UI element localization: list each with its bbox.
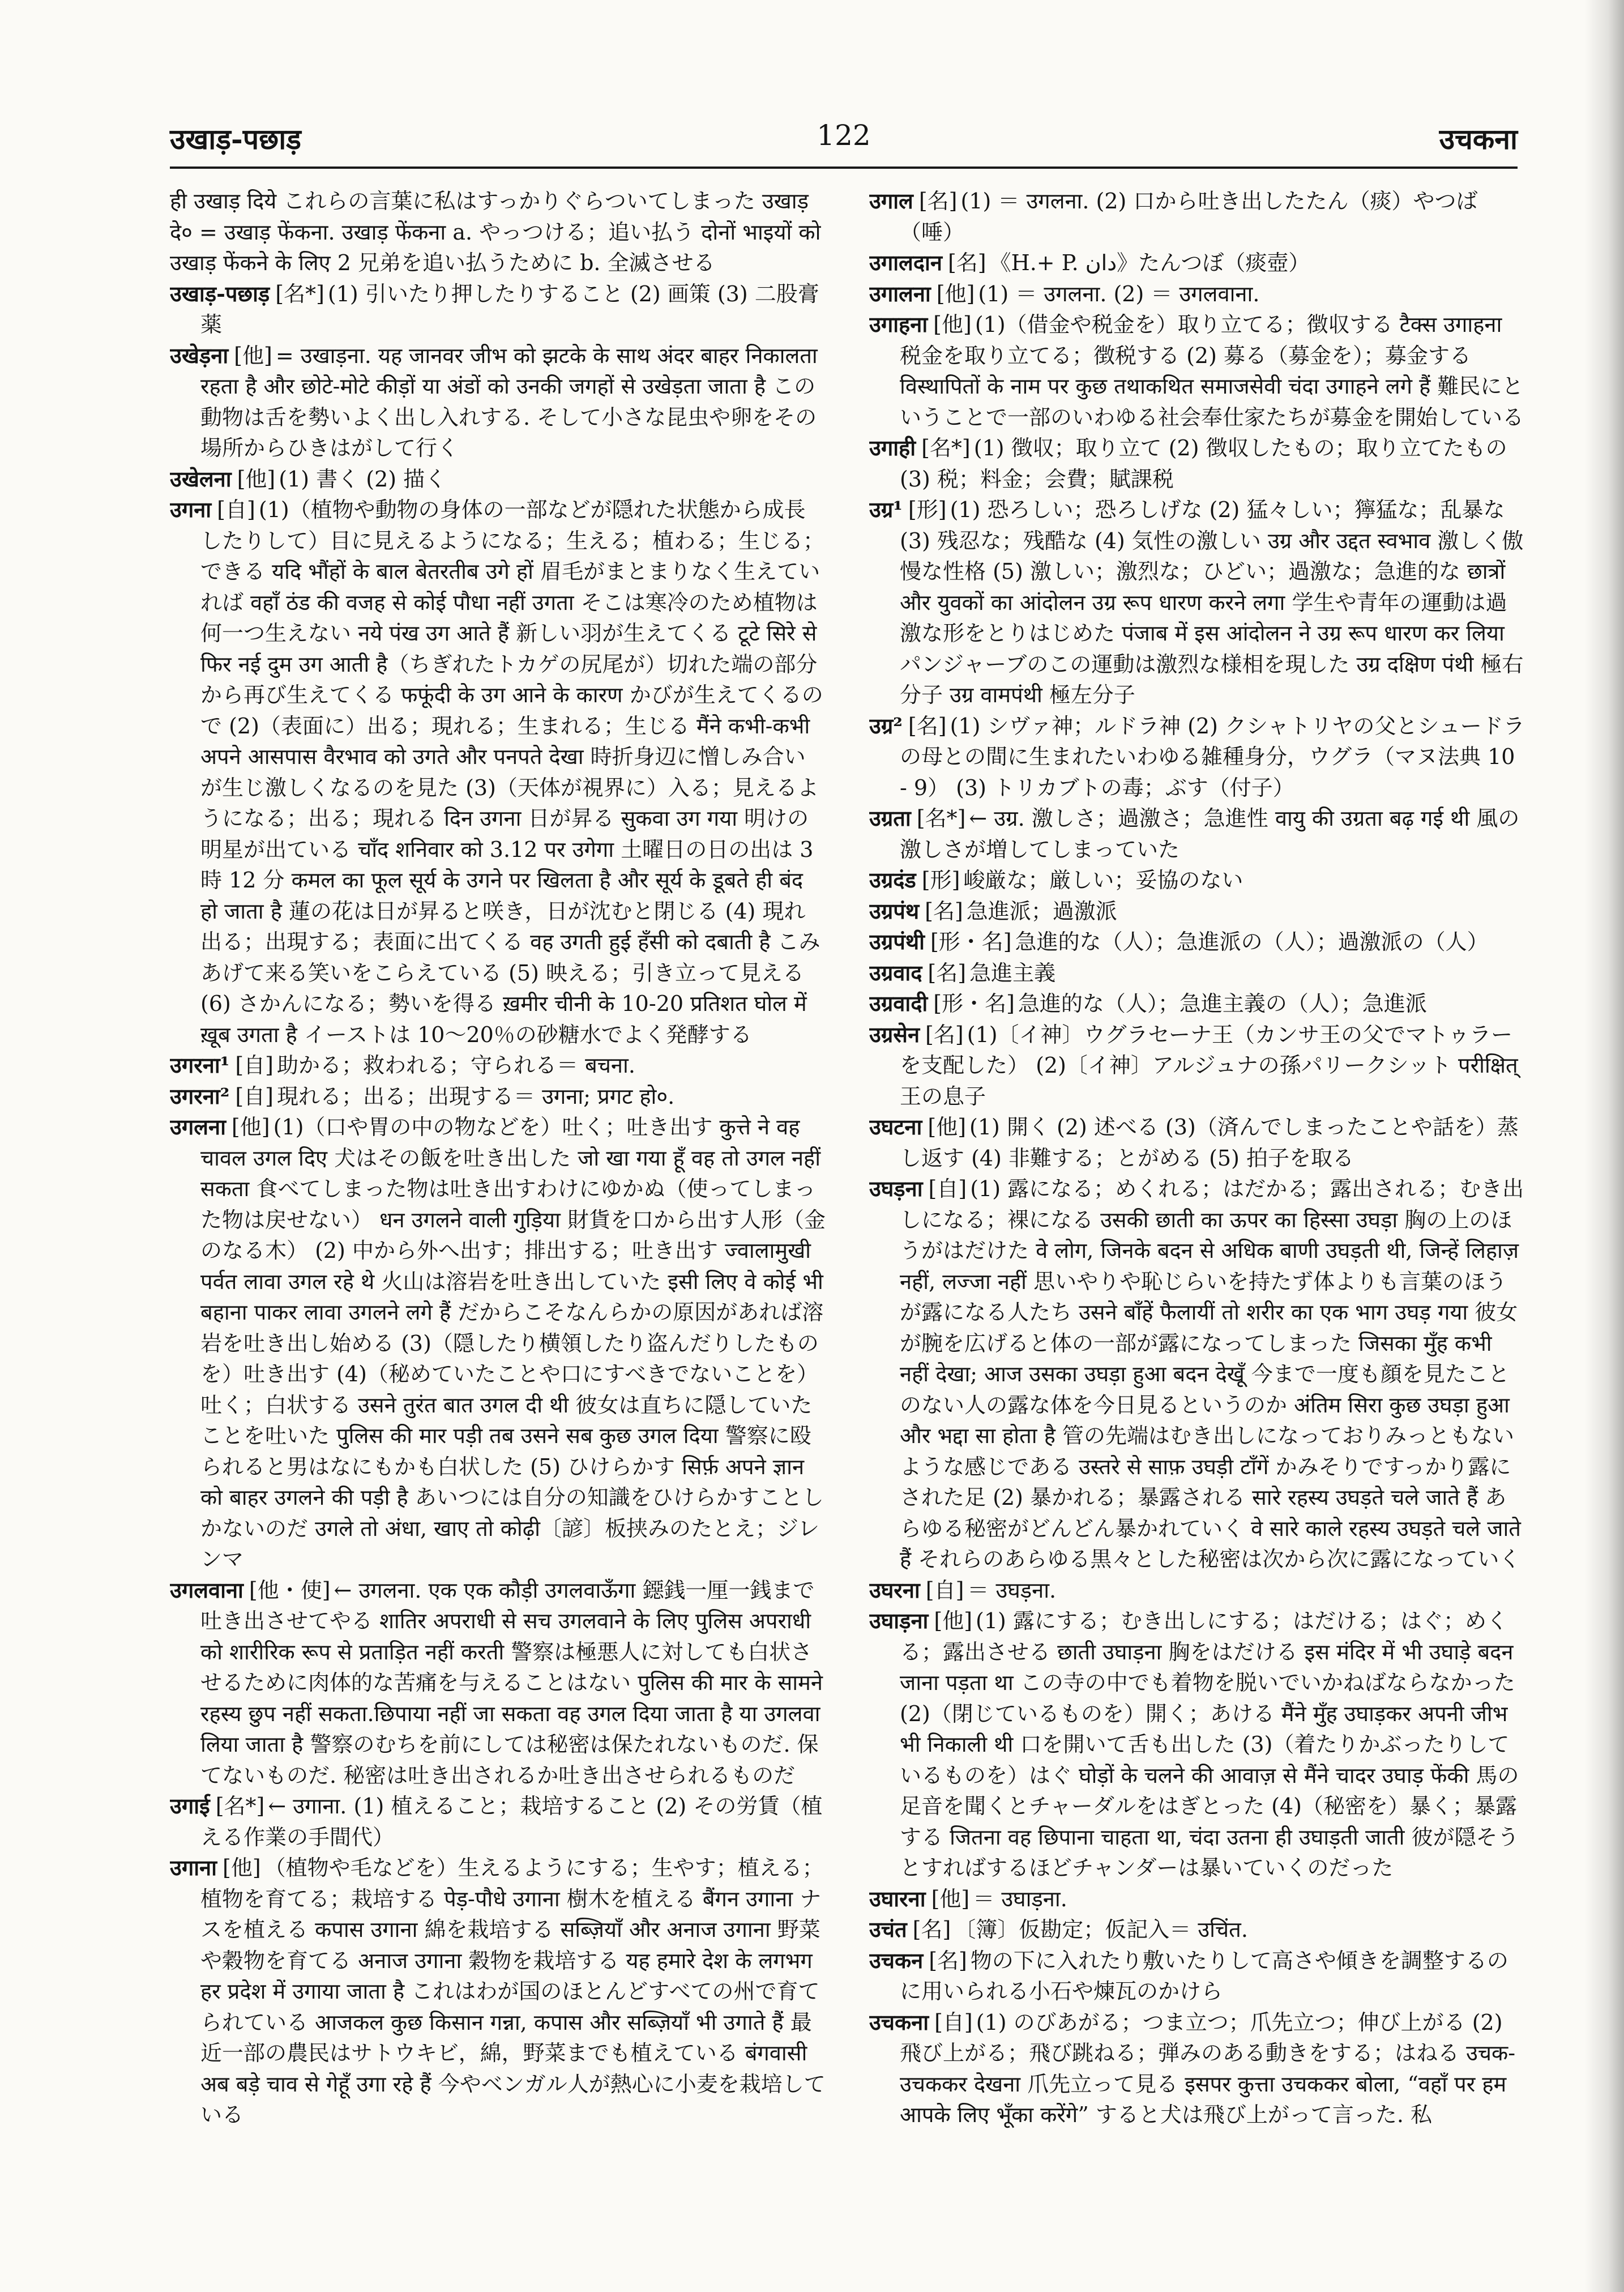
definition: 急進派；過激派 [966,898,1117,924]
headword: उग्रपंथी [869,929,925,954]
part-of-speech: [他] [936,281,975,306]
part-of-speech: [他] [234,343,272,368]
headword: उग्र² [869,712,903,739]
part-of-speech: [自] [235,1053,273,1078]
dictionary-entry [869,1945,1526,2007]
definition: (1) 書く (2) 描く [279,466,447,492]
dictionary-entry [170,1575,827,1791]
part-of-speech: [他] [223,1855,261,1880]
part-of-speech: [名] [912,1917,951,1942]
dictionary-entry [869,711,1526,804]
definition: (1)（借金や税金を）取り立てる；徴収する टैक्स उगाहना 税金を取り立てる；徴税する (2) 募る（募金を）；募金する विस्थापितों के नाम पर कुछ तथाकथित समाजसेवी चंदा उगाहने लगे हैं 難民にということで一部のいわゆる社会奉仕家たちが募金を開始している [900,312,1524,430]
part-of-speech: [他] [928,1115,967,1139]
headword: उगलना [170,1114,226,1139]
left-guide-word: उखाड़-पछाड़ [170,122,301,156]
headword: उघाड़ना [869,1608,929,1633]
dictionary-entry [869,433,1526,494]
definition: (1) のびあがる；つま立つ；爪先立つ；伸び上がる (2) 飛び上がる；飛び跳ねる；弾みのある動きをする；はねる उचक-उचककर देखना 爪先立って見る इसपर कुत्ता उचककर बोला, “वहाँ पर हम आपके लिए भूँका करेंगे” すると犬は飛び上がって言った. 私 [900,2009,1516,2127]
headword: उगाना [170,1855,217,1880]
dictionary-entry [869,1606,1526,1884]
definition: 物の下に入れたり敷いたりして高さや傾きを調整するのに用いられる小石や煉瓦のかけら [900,1948,1508,2004]
headword: उचकना [869,2009,929,2035]
dictionary-entry [869,1914,1526,1945]
headword: उगाल [869,188,913,214]
headword: उगरना² [170,1083,230,1109]
part-of-speech: [他] [237,466,276,492]
dictionary-entry [869,896,1526,927]
part-of-speech: [名] [928,960,967,985]
definition: (1) 開く (2) 述べる (3)（済んでしまったことや話を）蒸し返す (4) 非難する；とがめる (5) 拍子を取る [900,1115,1519,1171]
part-of-speech: [形・名] [933,991,1015,1016]
part-of-speech: [自] [235,1083,273,1109]
dictionary-entry [869,1575,1526,1606]
part-of-speech: [名] [929,1948,967,1973]
dictionary-entry [869,186,1526,247]
headword: उखेलना [170,466,232,492]
part-of-speech: [名*] [215,1794,265,1819]
headword: उचंत [869,1917,907,1942]
definition: (1) 引いたり押したりすること (2) 画策 (3) 二股膏薬 [200,281,819,337]
dictionary-entry [869,279,1526,310]
definition: = उखाड़ना. यह जानवर जीभ को झटके के साथ अंदर बाहर निकालता रहता है और छोटे-मोटे कीड़ों या अंडों को उनकी जगहों से उखेड़ता जाता है この動物は舌を勢いよく出し入れする. そして小さな昆虫や卵をその場所からひきはがして行く [200,343,818,460]
part-of-speech: [名] [947,250,986,275]
headword: उघटना [869,1114,922,1139]
part-of-speech: [形・名] [930,929,1012,954]
dictionary-entry [170,1050,827,1081]
part-of-speech: [形] [921,868,960,893]
definition: （植物や毛などを）生えるようにする；生やす；植える；植物を育てる；栽培する पेड़-पौधे उगाना 樹木を植える बैंगन उगाना ナスを植える कपास उगाना 綿を栽培する सब्ज़ियाँ और अनाज उगाना 野菜や穀物を育てる अनाज उगाना 穀物を栽培する यह हमारे देश के लगभग हर प्रदेश में उगाया जाता है これはわが国のほとんどすべての州で育てられている आजकल कुछ किसान गन्ना, कपास और सब्ज़ियाँ भी उगाते हैं 最近一部の農民はサトウキビ，綿，野菜までも植えている बंगवासी अब बड़े चाव से गेहूँ उगा रहे हैं 今やベンガル人が熱心に小麦を栽培している [200,1855,826,2127]
headword: उग्रवादी [869,991,928,1016]
part-of-speech: [他] [931,1886,970,1911]
headword: उगना [170,497,212,522]
part-of-speech: [他・使] [249,1577,331,1603]
headword: उखेड़ना [170,342,229,368]
definition: (1) 徴収；取り立て (2) 徴収したもの；取り立てたもの (3) 税；料金；会費；賦課税 [900,436,1507,492]
dictionary-entry [170,1081,827,1112]
definition: 助かる；救われる；守られる＝ बचना. [277,1053,635,1078]
part-of-speech: [自] [934,2009,973,2035]
definition: (1) シヴァ神；ルドラ神 (2) クシャトリヤの父とシュードラの母との間に生まれたいわゆる雑種身分，ウグラ（マヌ法典 10 - 9） (3) トリカブトの毒；ぶす（付子） [900,713,1525,800]
definition: ही उखाड़ दिये これらの言葉に私はすっかりぐらついてしまった उखाड़ दे० = उखाड़ फेंकना. उखाड़ फेंकना a. やっつける；追い払う दोनों भाइयों को उखाड़ फेंकने के लिए 2 兄弟を追い払うために b. 全滅させる [170,189,821,275]
part-of-speech: [自] [925,1577,964,1603]
dictionary-entry [869,865,1526,896]
dictionary-entry [869,803,1526,865]
dictionary-entry [869,247,1526,279]
definition: 急進主義 [969,960,1056,985]
definition: 〔簿〕仮勘定；仮記入＝ उचिंत. [954,1917,1248,1942]
headword: उग्रवाद [869,959,922,985]
definition: (1) 露になる；めくれる；はだかる；露出される；むき出しになる；裸になる उसकी छाती का ऊपर का हिस्सा उघड़ा 胸の上のほうがはだけた वे लोग, जिनके बदन से अधिक बाणी उघड़ती थी, जिन्हें लिहाज़ नहीं, लज्जा नहीं 思いやりや恥じらいを持たず体よりも言葉のほうが露になる人たち उसने बाँहें फैलायीं तो शरीर का एक भाग उघड़ गया 彼女が腕を広げると体の一部が露になってしまった जिसका मुँह कभी नहीं देखा; आज उसका उघड़ा हुआ बदन देखूँ 今まで一度も顔を見たことのない人の露な体を今日見るというのか अंतिम सिरा कुछ उघड़ा हुआ और भद्दा सा होता है 管の先端はむき出しになっておりみっともないような感じである उस्तरे से साफ़ उघड़ी टाँगें かみそりですっかり露にされた足 (2) 暴かれる；暴露される सारे रहस्य उघड़ते चले जाते हैं あらゆる秘密がどんどん暴かれていく वे सारे काले रहस्य उघड़ते चले जाते हैं それらのあらゆる黒々とした秘密は次から次に露になっていく [900,1176,1524,1572]
right-column [869,186,1526,2253]
definition: 《H.+ P. دان》たんつぼ（痰壺） [989,250,1310,275]
definition: 急進的な（人）；急進派の（人）；過激派の（人） [1015,929,1489,954]
part-of-speech: [自] [217,497,255,522]
dictionary-entry [869,1173,1526,1575]
page-binding-shadow [1584,0,1624,2292]
part-of-speech: [名] [918,189,958,214]
definition: ← उगाना. (1) 植えること；栽培すること (2) その労賃（植える作業の手間代） [200,1794,823,1850]
running-head [170,119,1518,170]
dictionary-entry [170,279,827,340]
header-rule [170,167,1518,169]
dictionary-entry [869,958,1526,989]
headword: उघारना [869,1885,926,1911]
part-of-speech: [名] [908,713,947,739]
part-of-speech: [他] [934,1608,973,1633]
definition: 現れる；出る；出現する＝ उगना; प्रगट हो०. [277,1083,675,1109]
dictionary-entry [869,1019,1526,1112]
headword: उघरना [869,1577,920,1603]
part-of-speech: [他] [231,1115,270,1139]
headword: उगाही [869,435,916,460]
dictionary-entry [170,340,827,464]
headword: उग्रदंड [869,867,916,893]
definition: (1) ＝ उगलना. (2) ＝ उगलवाना. [978,281,1260,306]
part-of-speech: [名*] [921,436,971,460]
dictionary-entry [869,2007,1526,2131]
dictionary-entry [170,464,827,495]
dictionary-entry [170,1853,827,2131]
headword: उगलवाना [170,1577,243,1603]
definition: ← उगलना. एक एक कौड़ी उगलवाऊँगा 鐚銭一厘一銭まで吐き出させてやる शातिर अपराधी से सच उगलवाने के लिए पुलिस अपराधी को शारीरिक रूप से प्रताड़ित नहीं करती 警察は極悪人に対しても白状させるために肉体的な苦痛を与えることはない पुलिस की मार के सामने रहस्य छुप नहीं सकता.छिपाया नहीं जा सकता वह उगल दिया जाता है या उगलवा लिया जाता है 警察のむちを前にしては秘密は保たれないものだ. 保てないものだ. 秘密は吐き出されるか吐き出させられるものだ [200,1577,823,1788]
headword: उग्रसेन [869,1021,920,1047]
dictionary-entry [170,1791,827,1853]
definition: ＝ उघड़ना. [967,1577,1057,1603]
dictionary-entry [869,927,1526,958]
definition: (1) 露にする；むき出しにする；はだける；はぐ；めくる；露出させる छाती उघाड़ना 胸をはだける इस मंदिर में भी उघाड़े बदन जाना पड़ता था この寺の中でも着物を脱いでいかねばならなかった (2)（閉じているものを）開く；あける मैंने मुँह उघाड़कर अपनी जीभ भी निकाली थी 口を開いて舌も出した (3)（着たりかぶったりしているものを）はぐ घोड़ों के चलने की आवाज़ से मैंने चादर उघाड़ फेंकी 馬の足音を聞くとチャーダルをはぎとった (4)（秘密を）暴く；暴露する जितना वह छिपाना चाहता था, चंदा उतना ही उघाड़ती जाती 彼が隠そうとすればするほどチャンダーは暴いていくのだった [900,1608,1519,1880]
definition: (1)（植物や動物の身体の一部などが隠れた状態から成長したりして）目に見えるようになる；生える；植わる；生じる；できる यदि भौंहों के बाल बेतरतीब उगे हों 眉毛がまとまりなく生えていれば वहाँ ठंड की वजह से कोई पौधा नहीं उगता そこは寒冷のため植物は何一つ生えない नये पंख उग आते हैं 新しい羽が生えてくる टूटे सिरे से फिर नई दुम उग आती है（ちぎれたトカゲの尻尾が）切れた端の部分から再び生えてくる फफूंदी के उग आने के कारण かびが生えてくるので (2)（表面に）出る；現れる；生まれる；生じる मैंने कभी-कभी अपने आसपास वैरभाव को उगते और पनपते देखा 時折身辺に憎しみ合いが生じ激しくなるのを見た (3)（天体が視界に）入る；見えるようになる；出る；現れる दिन उगना 日が昇る सुकवा उग गया 明けの明星が出ている चाँद शनिवार को 3.12 पर उगेगा 土曜日の日の出は 3 時 12 分 कमल का फूल सूर्य के उगने पर खिलता है और सूर्य के डूबते ही बंद हो जाता है 蓮の花は日が昇ると咲き，日が沈むと閉じる (4) 現れ出る；出現する；表面に出てくる वह उगती हुई हँसी को दबाती है こみあげて来る笑いをこらえている (5) 映える；引き立って見える (6) さかんになる；勢いを得る ख़मीर चीनी के 10-20 प्रतिशत घोल में ख़ूब उगता है イーストは 10〜20％の砂糖水でよく発酵する [200,497,825,1047]
headword: उगरना¹ [170,1052,230,1078]
dictionary-entry [869,1884,1526,1915]
definition: (1)（口や胃の中の物などを）吐く；吐き出す कुत्ते ने वह चावल उगल दिए 犬はその飯を吐き出した जो खा गया हूँ वह तो उगल नहीं सकता 食べてしまった物は吐き出すわけにゆかぬ（使ってしまった物は戻せない） धन उगलने वाली गुड़िया 財貨を口から出す人形（金のなる木） (2) 中から外へ出す；排出する；吐き出す ज्वालामुखी पर्वत लावा उगल रहे थे 火山は溶岩を吐き出していた इसी लिए वे कोई भी बहाना पाकर लावा उगलने लगे हैं だからこそなんらかの原因があれば溶岩を吐き出し始める (3)（隠したり横領したり盗んだりしたものを）吐き出す (4)（秘めていたことや口にすべきでないことを）吐く；白状する उसने तुरंत बात उगल दी थी 彼女は直ちに隠していたことを吐いた पुलिस की मार पड़ी तब उसने सब कुछ उगल दिया 警察に殴られると男はなにもかも白状した (5) ひけらかす सिर्फ़ अपने ज्ञान को बाहर उगलने की पड़ी है あいつには自分の知識をひけらかすことしかないのだ उगले तो अंधा, खाए तो कोढ़ी〔諺〕板挟みのたとえ；ジレンマ [200,1115,826,1572]
headword: उचकन [869,1947,924,1973]
definition: ← उग्र. 激しさ；過激さ；急進性 वायु की उग्रता बढ़ गई थी 風の激しさが増してしまっていた [900,806,1520,862]
part-of-speech: [他] [933,312,972,337]
page-number: 122 [817,119,871,152]
headword: उगालदान [869,250,942,275]
headword: उगाहना [869,311,928,337]
entry-continuation [170,186,827,279]
dictionary-entry [170,1112,827,1575]
definition: (1) 恐ろしい；恐ろしげな (2) 猛々しい；獰猛な；乱暴な (3) 残忍な；残酷な (4) 気性の激しい उग्र और उद्दत स्वभाव 激しく傲慢な性格 (5) 激しい；激烈な；ひどい；過激な；急進的な छात्रों और युवकों का आंदोलन उग्र रूप धारण करने लगा 学生や青年の運動は過激な形をとりはじめた पंजाब में इस आंदोलन ने उग्र रूप धारण कर लिया パンジャーブのこの運動は激烈な様相を現した उग्र दक्षिण पंथी 極右分子 उग्र वामपंथी 極左分子 [900,497,1524,707]
dictionary-entry [869,988,1526,1019]
headword: उघड़ना [869,1176,923,1201]
headword: उखाड़-पछाड़ [170,280,270,306]
left-column [170,186,827,2253]
definition: 急進的な（人）；急進主義の（人）；急進派 [1018,991,1427,1016]
right-guide-word: उचकना [1439,122,1518,156]
definition: (1) ＝ उगलना. (2) 口から吐き出したたん（痰）やつば（唾） [900,189,1478,245]
part-of-speech: [自] [928,1176,967,1201]
part-of-speech: [名] [925,898,963,924]
part-of-speech: [名*] [916,806,966,831]
headword: उगाई [170,1793,210,1819]
part-of-speech: [名] [925,1022,964,1047]
dictionary-entry [869,494,1526,711]
headword: उग्रता [869,805,911,831]
headword: उग्र¹ [869,497,903,522]
definition: (1)〔イ神〕ウグラセーナ王（カンサ王の父でマトゥラーを支配した） (2)〔イ神〕アルジュナの孫パリークシット परीक्षित् 王の息子 [900,1022,1518,1109]
dictionary-entry [869,1112,1526,1173]
headword: उगालना [869,280,931,306]
part-of-speech: [名*] [275,281,324,306]
part-of-speech: [形] [908,497,947,522]
dictionary-entry [869,309,1526,433]
dictionary-entry [170,494,827,1050]
headword: उग्रपंथ [869,898,920,924]
definition: 峻厳な；厳しい；妥協のない [963,868,1243,893]
definition: ＝ उघाड़ना. [973,1886,1067,1911]
